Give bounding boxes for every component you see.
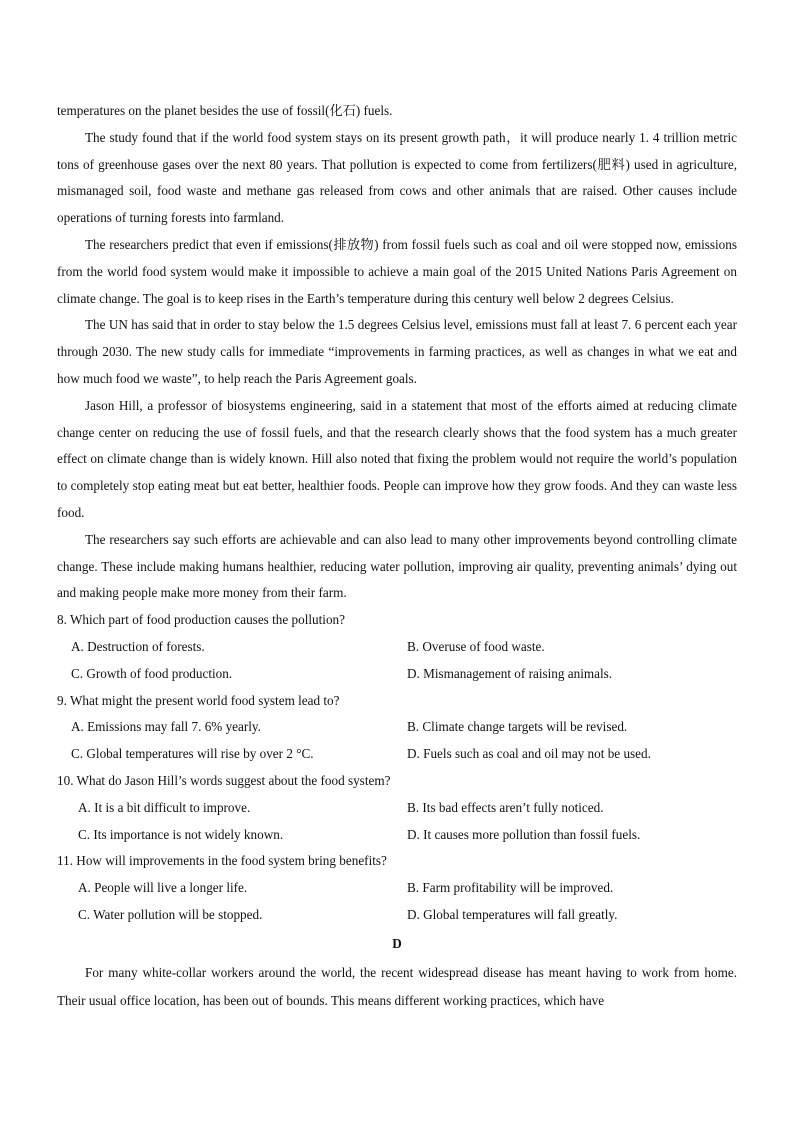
option-d: D. Mismanagement of raising animals. (407, 665, 613, 681)
options-grid (57, 875, 737, 929)
question-8 (57, 607, 737, 687)
section-d-heading: D (392, 935, 402, 951)
option-d: D. It causes more pollution than fossil fuels. (407, 826, 641, 842)
option-a: A. Emissions may fall 7. 6% yearly. (71, 719, 261, 735)
question-11 (57, 848, 737, 928)
option-b: B. Its bad effects aren’t fully noticed. (407, 799, 604, 815)
question-stem: 9. What might the present world food system lead to? (57, 692, 340, 708)
document-page (57, 98, 737, 1016)
passage-lead-fragment: temperatures on the planet besides the use of fossil(化石) fuels. (57, 103, 393, 118)
question-stem: 11. How will improvements in the food system bring benefits? (57, 853, 387, 869)
passage-paragraph-2: The researchers predict that even if emissions(排放物) from fossil fuels such as coal and oil were stopped now, emissions from the world food system would make it impossible to achieve a main goal of the 2015 United Nations Paris Agreement on climate change. The goal is to keep rises in the Earth’s temperature during this century well below 2 degrees Celsius. (57, 236, 737, 306)
section-d-paragraph: For many white-collar workers around the world, the recent widespread disease has meant having to work from home. Their usual office location, has been out of bounds. This means different working practices, which have (57, 964, 737, 1009)
options-grid (57, 634, 737, 688)
option-a: A. People will live a longer life. (78, 880, 248, 896)
option-c: C. Growth of food production. (71, 665, 233, 681)
passage-paragraph-4: Jason Hill, a professor of biosystems engineering, said in a statement that most of the efforts aimed at reducing climate change center on reducing the use of fossil fuels, and that the research clearly shows that the food system has a much greater effect on climate change than is widely known. Hill also noted that fixing the problem would not require the world’s population to completely stop eating meat but eat better, healthier foods. People can improve how they grow foods. And they can waste less food. (57, 397, 737, 520)
option-b: B. Overuse of food waste. (407, 638, 545, 654)
option-c: C. Water pollution will be stopped. (78, 906, 263, 922)
passage-paragraph-1: The study found that if the world food system stays on its present growth path，it will produce nearly 1. 4 trillion metric tons of greenhouse gases over the next 80 years. That pollution is expected to come from fertilizers(肥料) used in agriculture, mismanaged soil, food waste and methane gas released from cows and other animals that are raised. Other causes include operations of turning forests into farmland. (57, 129, 737, 226)
question-stem: 10. What do Jason Hill’s words suggest about the food system? (57, 772, 391, 788)
options-grid (57, 795, 737, 849)
question-9 (57, 688, 737, 768)
option-b: B. Climate change targets will be revised. (407, 719, 628, 735)
option-a: A. It is a bit difficult to improve. (78, 799, 251, 815)
question-stem: 8. Which part of food production causes the pollution? (57, 612, 345, 628)
passage-paragraph-3: The UN has said that in order to stay below the 1.5 degrees Celsius level, emissions must fall at least 7. 6 percent each year through 2030. The new study calls for immediate “improvements in farming practices, as well as changes in what we eat and how much food we waste”, to help reach the Paris Agreement goals. (57, 317, 737, 386)
option-b: B. Farm profitability will be improved. (407, 880, 614, 896)
option-a: A. Destruction of forests. (71, 638, 205, 654)
option-d: D. Global temperatures will fall greatly. (407, 906, 618, 922)
option-c: C. Its importance is not widely known. (78, 826, 284, 842)
option-c: C. Global temperatures will rise by over 2 °C. (71, 746, 314, 762)
passage-paragraph-5: The researchers say such efforts are achievable and can also lead to many other improvements beyond controlling climate change. These include making humans healthier, reducing water pollution, improving air quality, preventing animals’ dying out and making people make more money from their farm. (57, 531, 737, 601)
option-d: D. Fuels such as coal and oil may not be used. (407, 746, 651, 762)
question-10 (57, 768, 737, 848)
options-grid (57, 714, 737, 768)
